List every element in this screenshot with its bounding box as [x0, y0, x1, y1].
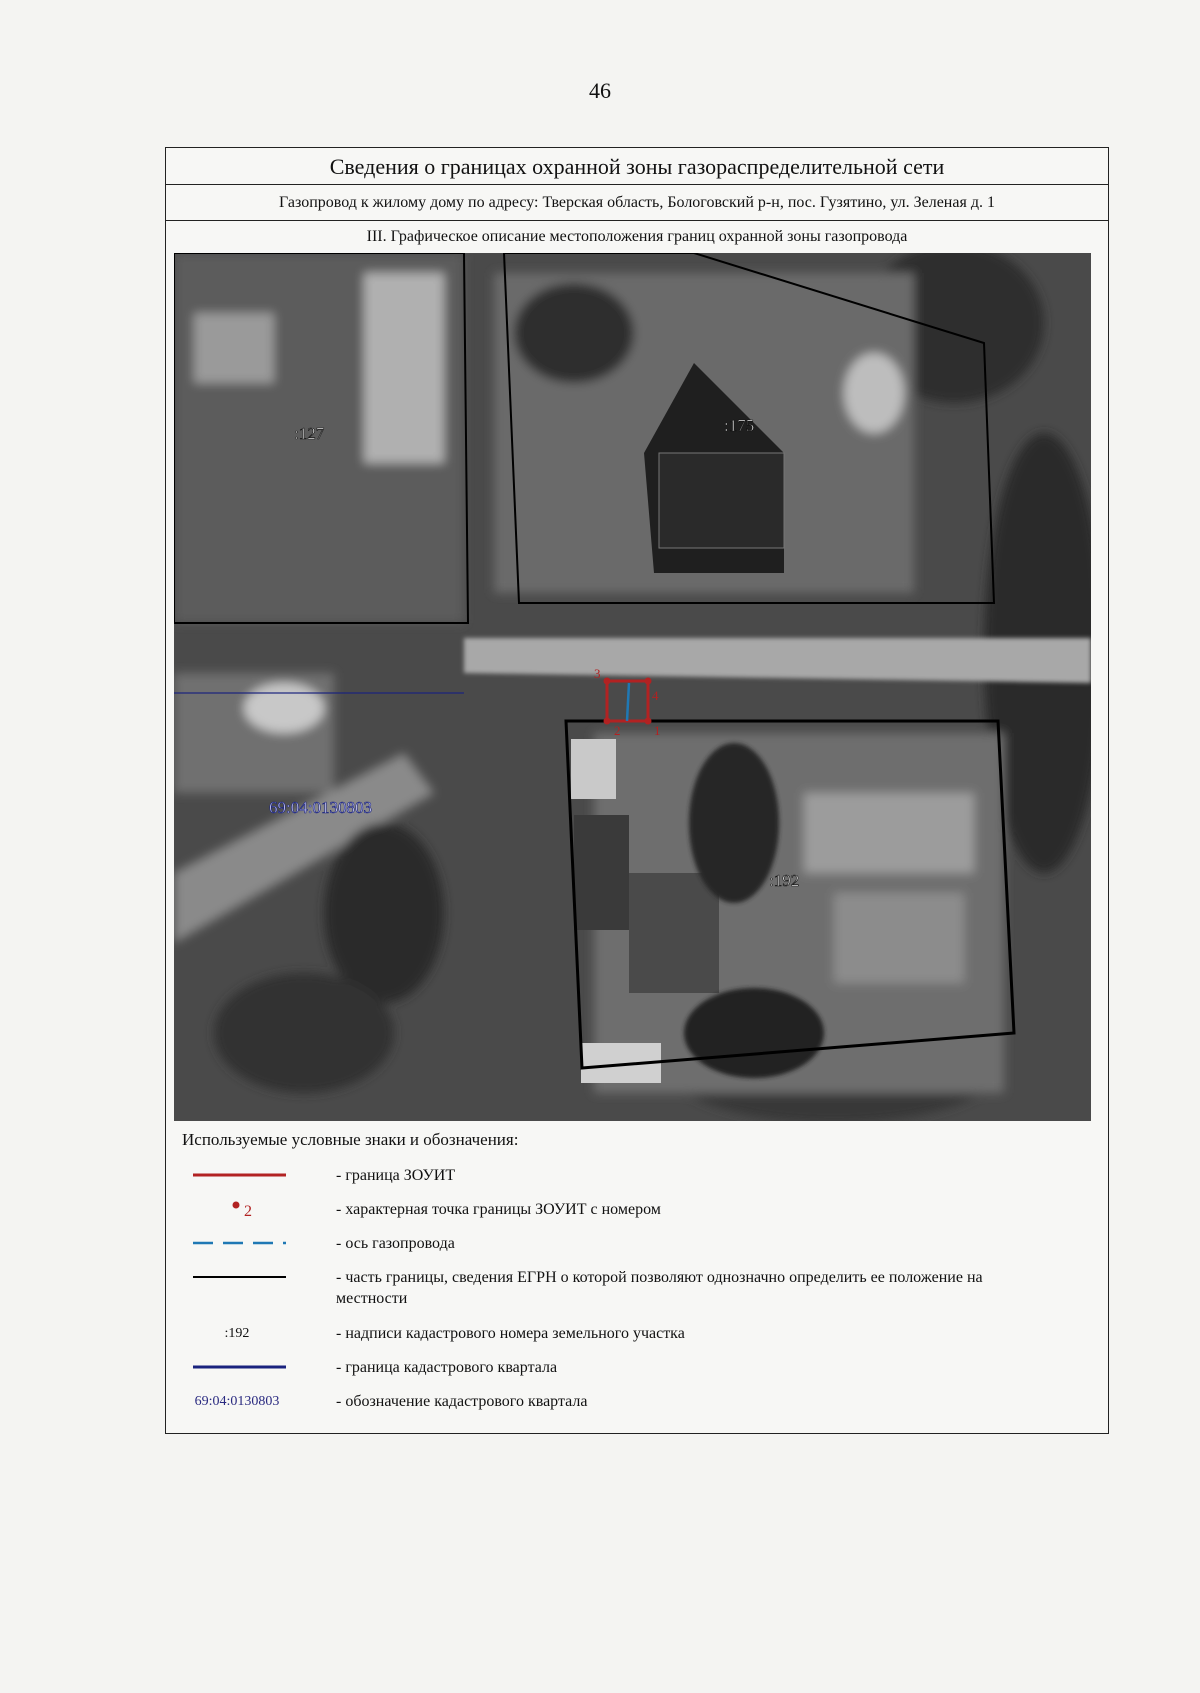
parcel-label-175: :175 — [724, 416, 755, 435]
quarter-label: 69:04:0130803 — [269, 798, 372, 817]
boundary-point-3-marker — [604, 678, 611, 685]
legend-item — [178, 1228, 1078, 1262]
document-subtitle: Газопровод к жилому дому по адресу: Тверская область, Бологовский р-н, пос. Гузятино, ул. Зеленая д. 1 — [166, 185, 1108, 221]
parcel-label-127: :127 — [294, 424, 325, 443]
navy-line-symbol — [178, 1352, 298, 1382]
red-line-symbol — [178, 1160, 298, 1190]
black-line-symbol — [178, 1262, 298, 1292]
map-canvas — [174, 253, 1091, 1121]
legend-point-label: 2 — [244, 1203, 252, 1220]
building-192-a — [574, 815, 629, 930]
boundary-point-2-label: 2 — [614, 723, 621, 738]
section-title: III. Графическое описание местоположения границ охранной зоны газопровода — [366, 228, 908, 245]
legend-item-text: - часть границы, сведения ЕГРН о которой позволяют однозначно определить ее положение на местности — [336, 1269, 983, 1307]
legend-item — [178, 1352, 1078, 1386]
legend-item-text: - характерная точка границы ЗОУИТ с номером — [336, 1201, 661, 1218]
boundary-point-2-marker — [604, 718, 611, 725]
boundary-point-4-label: 4 — [652, 688, 659, 703]
legend-item-text: - обозначение кадастрового квартала — [336, 1393, 588, 1410]
legend-item-text: - ось газопровода — [336, 1235, 455, 1252]
parcel-label-symbol: :192 — [224, 1326, 250, 1341]
aerial-map — [174, 253, 1091, 1121]
boundary-point-1-marker — [645, 718, 652, 725]
legend-item-text: - граница кадастрового квартала — [336, 1359, 558, 1376]
page-number: 46 — [589, 78, 611, 103]
legend-item-text: - надписи кадастрового номера земельного участка — [336, 1325, 685, 1342]
legend-item — [178, 1160, 1078, 1194]
legend-item — [178, 1194, 1078, 1228]
building-192-b — [629, 873, 719, 993]
quarter-label-symbol: 69:04:0130803 — [194, 1394, 280, 1409]
blue-dashed-symbol — [178, 1228, 298, 1258]
boundary-point-3-label: 3 — [594, 666, 601, 681]
red-point-symbol — [178, 1194, 298, 1224]
legend-item-text: - граница ЗОУИТ — [336, 1167, 456, 1184]
legend-item — [178, 1386, 1078, 1420]
boundary-point-1-label: 1 — [654, 723, 661, 738]
legend — [178, 1160, 1078, 1420]
parcel-label-192: :192 — [769, 871, 800, 890]
legend-item — [178, 1318, 1078, 1352]
legend-item — [178, 1262, 1078, 1318]
document-title: Сведения о границах охранной зоны газораспределительной сети — [166, 148, 1108, 185]
boundary-point-4-marker — [645, 678, 652, 685]
document-frame — [165, 147, 1109, 1434]
legend-title: Используемые условные знаки и обозначения: — [182, 1130, 519, 1149]
